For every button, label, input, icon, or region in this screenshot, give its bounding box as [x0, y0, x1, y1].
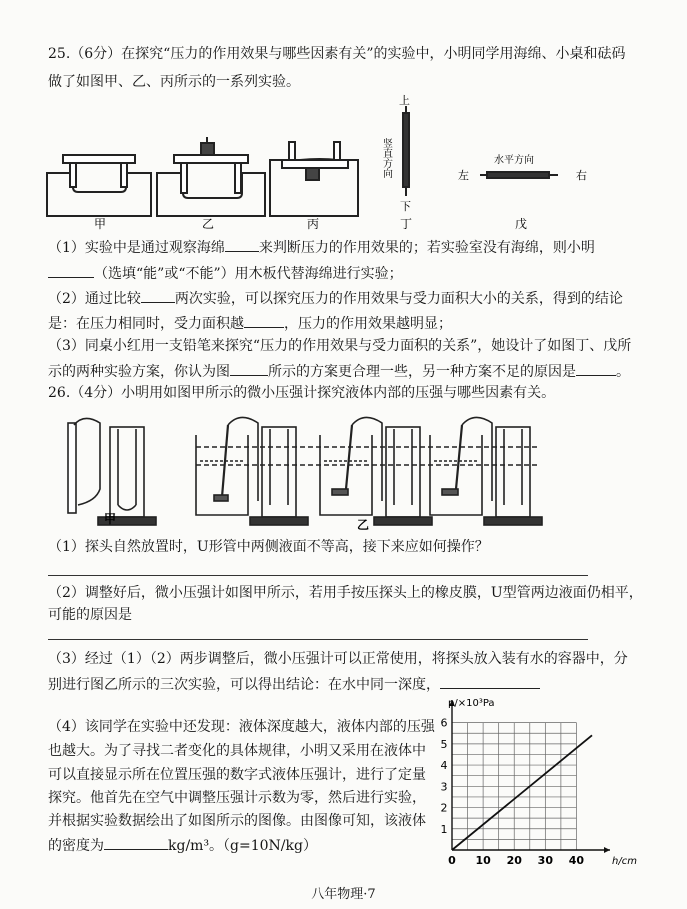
q25-s1b: （选填“能”或“不能”）用木板代替海绵进行实验；	[48, 262, 403, 284]
table-leg-yi-right	[235, 163, 241, 193]
table-leg-bing-left	[289, 142, 295, 160]
table-leg-jia-right	[121, 163, 127, 187]
q26-s3b: 别进行图乙所示的三次实验，可以得出结论：在水中同一深度，	[48, 673, 540, 695]
q26-s2a: （2）调整好后，微小压强计如图甲所示，若用手按压探头上的橡皮膜，U型管两边液面仍相平，	[48, 585, 643, 601]
ding-up: 上	[399, 94, 410, 107]
x-tick-label: 40	[568, 854, 585, 867]
fig25-label-ding: 丁	[400, 217, 413, 231]
ding-down: 下	[400, 200, 411, 213]
wu-left: 左	[458, 169, 469, 182]
blank-q26-4[interactable]	[104, 834, 168, 850]
weight-bing	[306, 168, 319, 180]
pressure-depth-chart	[430, 694, 637, 867]
y-tick-label: 4	[440, 759, 448, 773]
blank-q25-6[interactable]	[576, 360, 616, 376]
setup-yi-1	[196, 417, 308, 525]
blank-q25-2[interactable]	[48, 262, 94, 278]
pencil-wu	[487, 172, 549, 178]
x-tick-label: 20	[506, 854, 522, 867]
q25-s3b: 示的两种实验方案，你认为图 所示的方案更合理一些，另一种方案不足的原因是 。	[48, 360, 630, 382]
q26-s4-line2: 也越大。为了寻找二者变化的具体规律，小明又采用在液体中	[48, 743, 426, 759]
x-tick-label: 0	[448, 854, 456, 867]
q25-s1a: （1）实验中是通过观察海绵 来判断压力的作用效果的；若实验室没有海绵，则小明	[48, 236, 595, 258]
probe-jia	[68, 423, 76, 513]
q26-s4-line3: 可以直接显示所在位置压强的数字式液体压强计，进行了定量	[48, 767, 426, 783]
weight-yi	[201, 143, 214, 155]
fig26-label-jia: 甲	[104, 512, 117, 526]
answer-line-q26-2[interactable]	[48, 638, 588, 640]
blank-q25-1[interactable]	[225, 236, 259, 252]
sponge-yi	[157, 173, 265, 216]
q26-s4-line6: 的密度为 kg/m³。（g=10N/kg）	[48, 834, 317, 856]
page-footer: 八年物理·7	[311, 887, 376, 902]
q25-s2a: （2）通过比较 两次实验，可以探究压力的作用效果与受力面积大小的关系，得到的结论	[48, 287, 623, 309]
q25-s2b: 是：在压力相同时，受力面积越 ，压力的作用效果越明显；	[48, 312, 452, 334]
blank-q26-3[interactable]	[440, 673, 540, 689]
fig25-label-wu: 戊	[515, 217, 528, 231]
wu-right: 右	[576, 169, 587, 182]
table-leg-yi-left	[181, 163, 187, 193]
q26-s2b: 可能的原因是	[48, 607, 132, 623]
q25-line1: 25.（6分）在探究“压力的作用效果与哪些因素有关”的实验中，小明同学用海绵、小桌和砝码	[48, 46, 626, 62]
x-axis-arrow	[604, 847, 610, 853]
table-top-jia	[63, 155, 135, 163]
table-leg-bing-right	[334, 142, 340, 160]
pencil-ding	[403, 113, 409, 187]
q25-figure	[0, 88, 687, 231]
table-leg-jia-left	[70, 163, 76, 187]
q26-line1: 26.（4分）小明用如图甲所示的微小压强计探究液体内部的压强与哪些因素有关。	[48, 385, 556, 401]
x-tick-label: 30	[537, 854, 553, 867]
q25-line2: 做了如图甲、乙、丙所示的一系列实验。	[48, 74, 300, 90]
blank-q25-5[interactable]	[230, 360, 268, 376]
setup-yi-3	[430, 417, 542, 525]
y-tick-label: 2	[440, 801, 448, 815]
q26-s3a: （3）经过（1）（2）两步调整后，微小压强计可以正常使用，将探头放入装有水的容器中，分	[48, 651, 628, 667]
q26-s1: （1）探头自然放置时，U形管中两侧液面不等高，接下来应如何操作？	[48, 539, 489, 555]
y-tick-label: 5	[440, 737, 448, 751]
q25-s3a: （3）同桌小红用一支铅笔来探究“压力的作用效果与受力面积的关系”，她设计了如图丁、戊所	[48, 338, 632, 354]
series-line	[452, 735, 592, 850]
sponge-jia	[47, 173, 151, 216]
table-top-bing	[282, 160, 348, 168]
q26-s4-line4: 探究。他首先在空气中调整压强计示数为零，然后进行实验，	[48, 790, 426, 806]
blank-q25-3[interactable]	[141, 287, 175, 303]
setup-yi-2	[320, 417, 432, 525]
x-axis-label: h/cm	[612, 856, 637, 867]
y-tick-label: 3	[440, 780, 448, 794]
y-tick-label: 6	[440, 716, 448, 730]
fig26-label-yi: 乙	[357, 518, 370, 532]
answer-line-q26-1[interactable]	[48, 574, 588, 576]
x-tick-label: 10	[475, 854, 491, 867]
ding-vertical: 竖直方向	[380, 138, 392, 178]
q26-figure	[0, 405, 687, 530]
table-top-yi	[174, 155, 248, 163]
manometer-jia-frame	[110, 427, 144, 517]
fig25-label-yi: 乙	[202, 217, 215, 231]
q26-s4-line5: 并根据实验数据绘出了如图所示的图像。由图像可知，该液体	[48, 813, 426, 829]
wu-horizontal: 水平方向	[494, 155, 534, 166]
y-axis-label: p/×10³Pa	[448, 698, 495, 709]
y-tick-label: 1	[440, 822, 448, 836]
blank-q25-4[interactable]	[244, 312, 284, 328]
q26-s4-line1: （4）该同学在实验中还发现：液体深度越大，液体内部的压强	[48, 719, 435, 735]
fig25-label-jia: 甲	[94, 217, 107, 231]
fig25-label-bing: 丙	[307, 217, 320, 231]
